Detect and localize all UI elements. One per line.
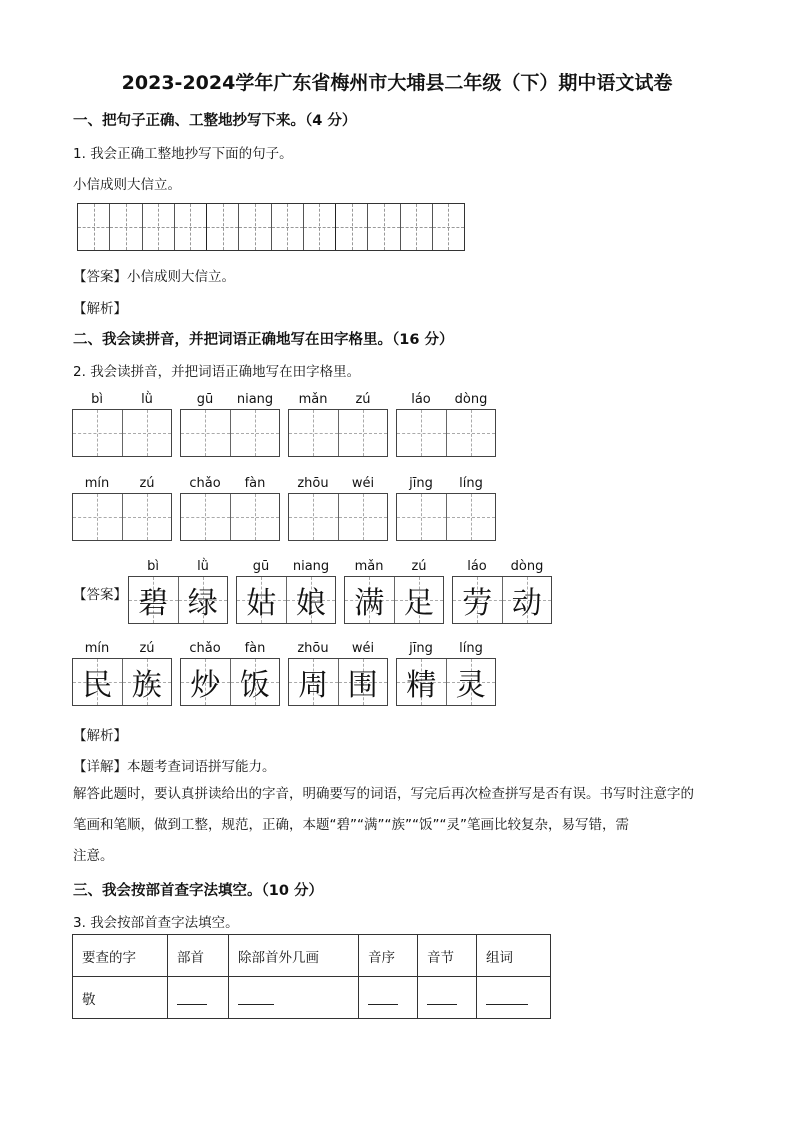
copy-sentence: 小信成则大信立。 <box>73 177 181 193</box>
pinyin-grid-3[interactable]: mǎn zú <box>288 392 388 457</box>
table-header: 组词 <box>477 935 551 977</box>
answer-grid-1: bì lǜ 碧 绿 <box>128 559 228 624</box>
section-1-heading: 一、把句子正确、工整地抄写下来。（4 分） <box>73 113 357 129</box>
table-header-row <box>73 935 551 977</box>
detail-line <box>73 755 276 775</box>
pinyin-grid-6[interactable]: chǎo fàn <box>180 476 280 541</box>
question-2 <box>73 360 360 380</box>
table-cell-char: 敬 <box>73 977 168 1019</box>
answer-grid-8: jīng líng 精 灵 <box>396 641 496 706</box>
phonetic-order-blank[interactable] <box>359 977 418 1019</box>
word-formation-blank[interactable] <box>477 977 551 1019</box>
answer-1 <box>73 265 235 285</box>
syllable-blank[interactable] <box>418 977 477 1019</box>
table-header: 音序 <box>359 935 418 977</box>
answer-grid-5: mín zú 民 族 <box>72 641 172 706</box>
analysis-label: 【解析】 <box>73 301 127 317</box>
explanation-paragraph: 解答此题时，要认真拼读给出的字音，明确要写的词语，写完后再次检查拼写是否有误。书写时注意字的 笔画和笔顺，做到工整，规范，正确，本题“碧”“满”“族”“饭”“灵”笔画比较复杂，易写错，需 注意。 <box>73 786 694 864</box>
answer-grid-7: zhōu wéi 周 围 <box>288 641 388 706</box>
analysis-label: 【解析】 <box>73 728 127 744</box>
question-number: 3. <box>73 915 86 931</box>
answer-grid-6: chǎo fàn 炒 饭 <box>180 641 280 706</box>
page-title: 2023-2024学年广东省梅州市大埔县二年级（下）期中语文试卷 <box>121 72 673 94</box>
section-3-heading: 三、我会按部首查字法填空。（10 分） <box>73 883 323 899</box>
pinyin-grid-2[interactable]: gū niang <box>180 392 280 457</box>
table-header: 除部首外几画 <box>229 935 359 977</box>
answer-label: 【答案】 <box>73 587 127 603</box>
section-2-heading: 二、我会读拼音，并把词语正确地写在田字格里。（16 分） <box>73 332 454 348</box>
question-number: 2. <box>73 364 86 380</box>
pinyin-grid-1[interactable]: bì lǜ <box>72 392 172 457</box>
answer-grid-3: mǎn zú 满 足 <box>344 559 444 624</box>
table-header: 要查的字 <box>73 935 168 977</box>
pinyin-grid-7[interactable]: zhōu wéi <box>288 476 388 541</box>
question-1 <box>73 142 293 162</box>
question-number: 1. <box>73 146 86 162</box>
table-row <box>73 977 551 1019</box>
radical-blank[interactable] <box>168 977 229 1019</box>
answer-text: 小信成则大信立。 <box>127 269 235 285</box>
question-text: 我会正确工整地抄写下面的句子。 <box>90 146 293 162</box>
pinyin-grid-4[interactable]: láo dòng <box>396 392 496 457</box>
detail-label: 【详解】 <box>73 759 127 775</box>
question-text: 我会按部首查字法填空。 <box>90 915 239 931</box>
radical-lookup-table <box>72 934 551 1019</box>
copy-writing-grid[interactable] <box>77 203 465 251</box>
question-text: 我会读拼音，并把词语正确地写在田字格里。 <box>90 364 361 380</box>
stroke-count-blank[interactable] <box>229 977 359 1019</box>
detail-text: 本题考查词语拼写能力。 <box>127 759 276 775</box>
table-header: 音节 <box>418 935 477 977</box>
pinyin-grid-5[interactable]: mín zú <box>72 476 172 541</box>
answer-grid-2: gū niang 姑 娘 <box>236 559 336 624</box>
answer-label: 【答案】 <box>73 269 127 285</box>
question-3 <box>73 911 239 931</box>
table-header: 部首 <box>168 935 229 977</box>
answer-grid-4: láo dòng 劳 动 <box>452 559 552 624</box>
pinyin-grid-8[interactable]: jīng líng <box>396 476 496 541</box>
